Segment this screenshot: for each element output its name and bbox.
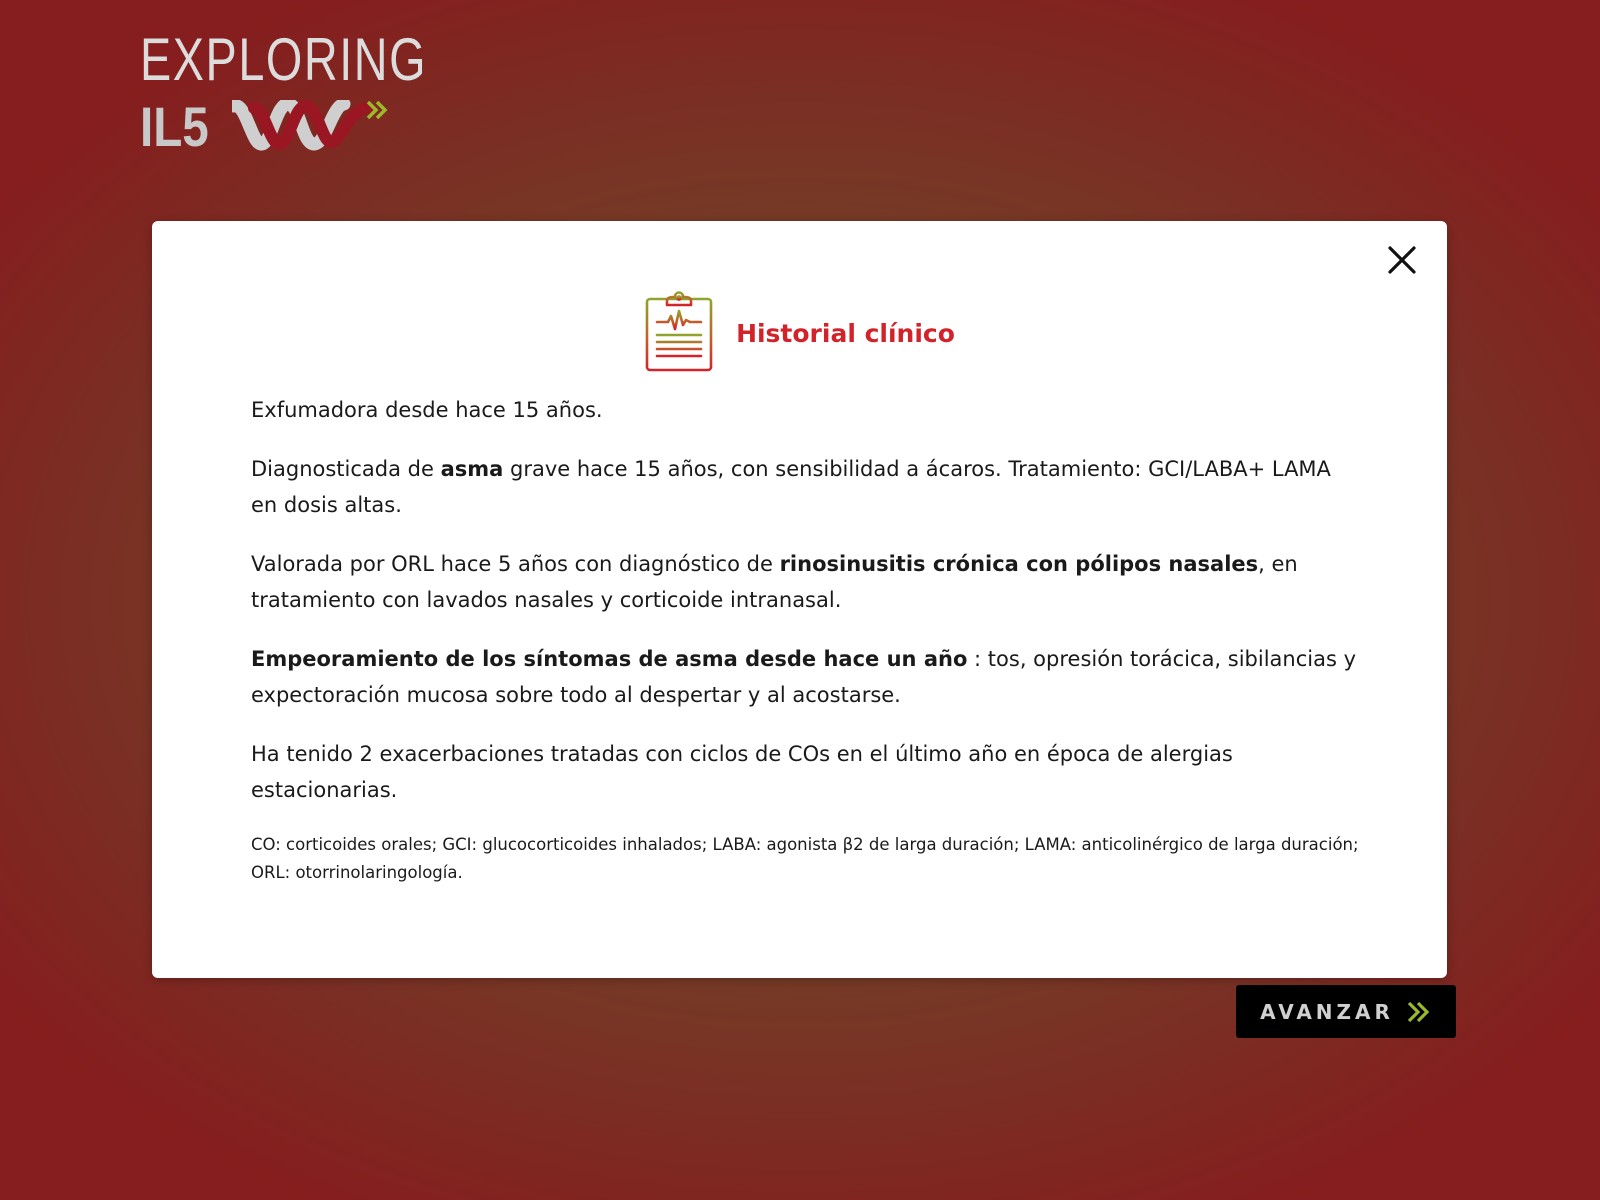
close-icon[interactable] xyxy=(1385,243,1419,277)
advance-button[interactable] xyxy=(1236,985,1456,1038)
history-paragraph-worsening xyxy=(251,641,1361,713)
bold-text-asthma: asma xyxy=(440,457,504,481)
app-logo xyxy=(140,26,428,160)
modal-title: Historial clínico xyxy=(736,318,955,348)
text-segment: Diagnosticada de xyxy=(251,457,441,481)
history-paragraph-smoking: Exfumadora desde hace 15 años. xyxy=(251,398,603,422)
double-chevron-right-icon xyxy=(1406,1000,1432,1024)
text-segment: grave hace 15 años, con sensibilidad a ácaros. Tratamiento: GCI/LABA+ LAMA en dosis altas. xyxy=(251,457,1331,517)
modal-header xyxy=(152,289,1447,373)
text-segment: , en tratamiento con lavados nasales y corticoide intranasal. xyxy=(251,552,1298,612)
bold-text-rhinosinusitis: rinosinusitis crónica con pólipos nasales xyxy=(779,552,1259,576)
text-segment: Valorada por ORL hace 5 años con diagnóstico de xyxy=(251,552,780,576)
history-paragraph-exacerbations: Ha tenido 2 exacerbaciones tratadas con ciclos de COs en el último año en época de alergias estacionarias. xyxy=(251,742,1233,802)
logo-wave-icon xyxy=(232,100,392,180)
text-segment: : tos, opresión torácica, sibilancias y expectoración mucosa sobre todo al despertar y al acostarse. xyxy=(251,647,1357,707)
history-paragraph-asthma xyxy=(251,451,1361,523)
abbreviations-footnote: CO: corticoides orales; GCI: glucocorticoides inhalados; LABA: agonista β2 de larga duración; LAMA: anticolinérgico de larga duración; ORL: otorrinolaringología. xyxy=(251,835,1359,882)
logo-il5-text: IL5 xyxy=(140,95,209,158)
modal-body xyxy=(251,392,1361,910)
clinical-history-modal xyxy=(152,221,1447,978)
logo-wordmark: EXPLORING xyxy=(140,26,428,93)
bold-text-worsening: Empeoramiento de los síntomas de asma desde hace un año xyxy=(251,647,968,671)
advance-button-label: AVANZAR xyxy=(1260,999,1394,1024)
history-paragraph-orl xyxy=(251,546,1361,618)
clipboard-heartbeat-icon xyxy=(644,289,714,373)
